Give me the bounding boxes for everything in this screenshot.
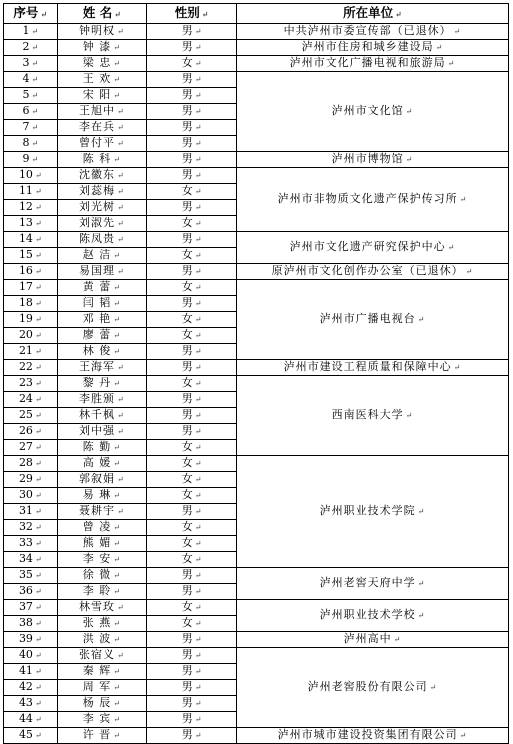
cell-seq: 15 ↵ <box>4 248 58 264</box>
header-unit: 所在单位 ↵ <box>236 4 508 24</box>
cell-seq: 16 ↵ <box>4 264 58 280</box>
cell-name: 邓 艳 ↵ <box>57 312 147 328</box>
cell-name: 秦 辉 ↵ <box>57 664 147 680</box>
cell-gender: 男 ↵ <box>147 152 237 168</box>
cell-name: 钟 漆 ↵ <box>57 40 147 56</box>
cell-seq: 2 ↵ <box>4 40 58 56</box>
cell-name: 李胜颁 ↵ <box>57 392 147 408</box>
roster-sheet <box>3 3 509 744</box>
cell-gender: 男 ↵ <box>147 232 237 248</box>
header-gender: 性别 ↵ <box>147 4 237 24</box>
cell-gender: 男 ↵ <box>147 200 237 216</box>
cell-name: 高 媛 ↵ <box>57 456 147 472</box>
cell-gender: 女 ↵ <box>147 184 237 200</box>
cell-unit: 泸州市文化遗产研究保护中心 ↵ <box>236 232 508 264</box>
cell-seq: 32 ↵ <box>4 520 58 536</box>
cell-seq: 45 ↵ <box>4 728 58 744</box>
cell-gender: 男 ↵ <box>147 360 237 376</box>
table-row <box>4 632 509 648</box>
cell-name: 黎 丹 ↵ <box>57 376 147 392</box>
table-row <box>4 280 509 296</box>
cell-gender: 女 ↵ <box>147 216 237 232</box>
cell-gender: 女 ↵ <box>147 536 237 552</box>
cell-seq: 36 ↵ <box>4 584 58 600</box>
cell-name: 陈凤贵 ↵ <box>57 232 147 248</box>
cell-name: 刘淑先 ↵ <box>57 216 147 232</box>
cell-unit: 泸州市广播电视台 ↵ <box>236 280 508 360</box>
cell-unit: 中共泸州市委宣传部（已退休） ↵ <box>236 24 508 40</box>
cell-seq: 21 ↵ <box>4 344 58 360</box>
cell-gender: 女 ↵ <box>147 552 237 568</box>
cell-unit: 泸州市住房和城乡建设局 ↵ <box>236 40 508 56</box>
table-row <box>4 456 509 472</box>
table-row <box>4 24 509 40</box>
cell-name: 王旭中 ↵ <box>57 104 147 120</box>
cell-unit: 西南医科大学 ↵ <box>236 376 508 456</box>
cell-seq: 20 ↵ <box>4 328 58 344</box>
cell-unit: 泸州市建设工程质量和保障中心 ↵ <box>236 360 508 376</box>
cell-name: 周 军 ↵ <box>57 680 147 696</box>
cell-unit: 泸州老窖天府中学 ↵ <box>236 568 508 600</box>
cell-unit: 泸州职业技术学校 ↵ <box>236 600 508 632</box>
cell-gender: 男 ↵ <box>147 728 237 744</box>
cell-seq: 26 ↵ <box>4 424 58 440</box>
table-row <box>4 360 509 376</box>
cell-name: 王 欢 ↵ <box>57 72 147 88</box>
cell-name: 林 俊 ↵ <box>57 344 147 360</box>
cell-gender: 女 ↵ <box>147 280 237 296</box>
cell-seq: 19 ↵ <box>4 312 58 328</box>
table-row <box>4 40 509 56</box>
cell-name: 张宿义 ↵ <box>57 648 147 664</box>
cell-gender: 女 ↵ <box>147 312 237 328</box>
cell-seq: 37 ↵ <box>4 600 58 616</box>
cell-name: 赵 洁 ↵ <box>57 248 147 264</box>
cell-seq: 41 ↵ <box>4 664 58 680</box>
cell-gender: 女 ↵ <box>147 488 237 504</box>
cell-seq: 33 ↵ <box>4 536 58 552</box>
cell-gender: 女 ↵ <box>147 520 237 536</box>
cell-name: 闫 韬 ↵ <box>57 296 147 312</box>
cell-seq: 38 ↵ <box>4 616 58 632</box>
cell-seq: 4 ↵ <box>4 72 58 88</box>
cell-name: 曾付平 ↵ <box>57 136 147 152</box>
cell-name: 杨 辰 ↵ <box>57 696 147 712</box>
cell-gender: 男 ↵ <box>147 664 237 680</box>
cell-gender: 女 ↵ <box>147 616 237 632</box>
cell-name: 张 燕 ↵ <box>57 616 147 632</box>
cell-seq: 7 ↵ <box>4 120 58 136</box>
cell-name: 钟明权 ↵ <box>57 24 147 40</box>
cell-gender: 男 ↵ <box>147 504 237 520</box>
table-row <box>4 728 509 744</box>
cell-gender: 女 ↵ <box>147 472 237 488</box>
table-row <box>4 648 509 664</box>
header-seq: 序号 ↵ <box>4 4 58 24</box>
cell-gender: 女 ↵ <box>147 56 237 72</box>
cell-name: 曾 凌 ↵ <box>57 520 147 536</box>
cell-gender: 男 ↵ <box>147 72 237 88</box>
cell-gender: 男 ↵ <box>147 40 237 56</box>
header-row <box>4 4 509 24</box>
cell-gender: 男 ↵ <box>147 648 237 664</box>
cell-unit: 泸州市文化广播电视和旅游局 ↵ <box>236 56 508 72</box>
cell-name: 李 聆 ↵ <box>57 584 147 600</box>
cell-gender: 女 ↵ <box>147 456 237 472</box>
cell-name: 郭叙娟 ↵ <box>57 472 147 488</box>
table-row <box>4 72 509 88</box>
cell-name: 刘中强 ↵ <box>57 424 147 440</box>
roster-table <box>3 3 509 744</box>
cell-name: 李 宾 ↵ <box>57 712 147 728</box>
cell-gender: 男 ↵ <box>147 408 237 424</box>
cell-name: 陈 科 ↵ <box>57 152 147 168</box>
cell-seq: 3 ↵ <box>4 56 58 72</box>
cell-seq: 13 ↵ <box>4 216 58 232</box>
cell-seq: 44 ↵ <box>4 712 58 728</box>
cell-gender: 男 ↵ <box>147 104 237 120</box>
cell-seq: 29 ↵ <box>4 472 58 488</box>
cell-seq: 10 ↵ <box>4 168 58 184</box>
cell-gender: 女 ↵ <box>147 440 237 456</box>
cell-seq: 1 ↵ <box>4 24 58 40</box>
cell-unit: 泸州市非物质文化遗产保护传习所 ↵ <box>236 168 508 232</box>
cell-gender: 男 ↵ <box>147 344 237 360</box>
cell-name: 黄 蕾 ↵ <box>57 280 147 296</box>
roster-body <box>4 24 509 744</box>
cell-seq: 17 ↵ <box>4 280 58 296</box>
cell-seq: 28 ↵ <box>4 456 58 472</box>
cell-seq: 30 ↵ <box>4 488 58 504</box>
table-row <box>4 376 509 392</box>
cell-gender: 男 ↵ <box>147 136 237 152</box>
cell-name: 易 琳 ↵ <box>57 488 147 504</box>
cell-gender: 女 ↵ <box>147 376 237 392</box>
cell-name: 易国理 ↵ <box>57 264 147 280</box>
cell-seq: 8 ↵ <box>4 136 58 152</box>
table-row <box>4 232 509 248</box>
cell-name: 王海军 ↵ <box>57 360 147 376</box>
cell-gender: 女 ↵ <box>147 248 237 264</box>
cell-gender: 男 ↵ <box>147 264 237 280</box>
cell-unit: 泸州老窖股份有限公司 ↵ <box>236 648 508 728</box>
cell-name: 林千枫 ↵ <box>57 408 147 424</box>
cell-seq: 14 ↵ <box>4 232 58 248</box>
table-row <box>4 568 509 584</box>
cell-gender: 男 ↵ <box>147 584 237 600</box>
cell-gender: 男 ↵ <box>147 712 237 728</box>
cell-gender: 男 ↵ <box>147 568 237 584</box>
cell-name: 徐 微 ↵ <box>57 568 147 584</box>
cell-unit: 原泸州市文化创作办公室（已退休） ↵ <box>236 264 508 280</box>
cell-gender: 男 ↵ <box>147 424 237 440</box>
cell-gender: 男 ↵ <box>147 168 237 184</box>
cell-seq: 35 ↵ <box>4 568 58 584</box>
cell-seq: 11 ↵ <box>4 184 58 200</box>
cell-gender: 男 ↵ <box>147 696 237 712</box>
cell-gender: 男 ↵ <box>147 24 237 40</box>
cell-seq: 43 ↵ <box>4 696 58 712</box>
cell-unit: 泸州职业技术学院 ↵ <box>236 456 508 568</box>
cell-seq: 9 ↵ <box>4 152 58 168</box>
cell-gender: 男 ↵ <box>147 120 237 136</box>
cell-gender: 男 ↵ <box>147 88 237 104</box>
table-row <box>4 168 509 184</box>
cell-unit: 泸州市文化馆 ↵ <box>236 72 508 152</box>
header-name: 姓 名 ↵ <box>57 4 147 24</box>
cell-seq: 18 ↵ <box>4 296 58 312</box>
table-row <box>4 152 509 168</box>
cell-seq: 34 ↵ <box>4 552 58 568</box>
table-row <box>4 264 509 280</box>
cell-seq: 40 ↵ <box>4 648 58 664</box>
cell-gender: 男 ↵ <box>147 392 237 408</box>
cell-seq: 12 ↵ <box>4 200 58 216</box>
cell-unit: 泸州市博物馆 ↵ <box>236 152 508 168</box>
cell-name: 刘蕊梅 ↵ <box>57 184 147 200</box>
table-row <box>4 56 509 72</box>
cell-seq: 42 ↵ <box>4 680 58 696</box>
cell-seq: 23 ↵ <box>4 376 58 392</box>
cell-seq: 27 ↵ <box>4 440 58 456</box>
cell-gender: 男 ↵ <box>147 296 237 312</box>
cell-gender: 女 ↵ <box>147 600 237 616</box>
cell-name: 聂耕宇 ↵ <box>57 504 147 520</box>
cell-unit: 泸州高中 ↵ <box>236 632 508 648</box>
cell-name: 林雪玫 ↵ <box>57 600 147 616</box>
cell-seq: 31 ↵ <box>4 504 58 520</box>
cell-name: 沈徽东 ↵ <box>57 168 147 184</box>
cell-seq: 6 ↵ <box>4 104 58 120</box>
cell-name: 洪 波 ↵ <box>57 632 147 648</box>
cell-gender: 男 ↵ <box>147 632 237 648</box>
cell-name: 梁 忠 ↵ <box>57 56 147 72</box>
cell-name: 李在兵 ↵ <box>57 120 147 136</box>
cell-name: 李 安 ↵ <box>57 552 147 568</box>
cell-seq: 25 ↵ <box>4 408 58 424</box>
cell-name: 廖 蕾 ↵ <box>57 328 147 344</box>
cell-unit: 泸州市城市建设投资集团有限公司 ↵ <box>236 728 508 744</box>
cell-seq: 39 ↵ <box>4 632 58 648</box>
cell-gender: 男 ↵ <box>147 680 237 696</box>
cell-seq: 22 ↵ <box>4 360 58 376</box>
cell-name: 熊 媚 ↵ <box>57 536 147 552</box>
cell-seq: 24 ↵ <box>4 392 58 408</box>
cell-gender: 女 ↵ <box>147 328 237 344</box>
cell-name: 宋 阳 ↵ <box>57 88 147 104</box>
cell-name: 刘光树 ↵ <box>57 200 147 216</box>
cell-name: 许 晋 ↵ <box>57 728 147 744</box>
cell-name: 陈 勤 ↵ <box>57 440 147 456</box>
cell-seq: 5 ↵ <box>4 88 58 104</box>
table-row <box>4 600 509 616</box>
